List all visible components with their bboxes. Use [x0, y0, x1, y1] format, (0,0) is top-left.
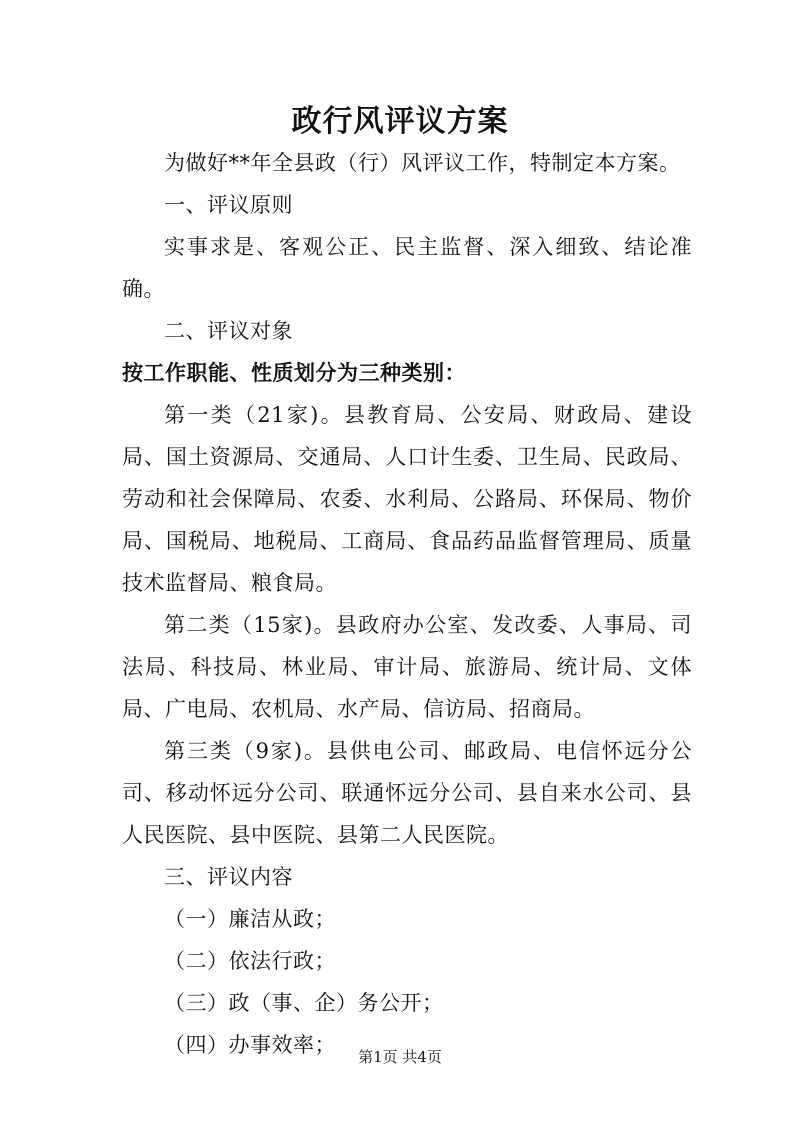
content-item-2: （二）依法行政； — [164, 949, 336, 973]
category3-paragraph: 第三类（9家)。县供电公司、邮政局、电信怀远分公司、移动怀远分公司、联通怀远分公司、县自来水公司、县人民医院、县中医院、县第二人民医院。 — [122, 739, 692, 847]
section1-heading: 一、评议原则 — [164, 193, 293, 217]
content-item-1: （一）廉洁从政； — [164, 907, 336, 931]
section1-text: 实事求是、客观公正、民主监督、深入细致、结论准确。 — [122, 235, 692, 301]
category1-paragraph: 第一类（21家)。县教育局、公安局、财政局、建设局、国土资源局、交通局、人口计生委、卫生局、民政局、劳动和社会保障局、农委、水利局、公路局、环保局、物价局、国税局、地税局、工商局、食品药品监督管理局、质量技术监督局、粮食局。 — [122, 403, 692, 595]
intro-paragraph: 为做好**年全县政（行）风评议工作，特制定本方案。 — [164, 151, 681, 175]
document-title: 政行风评议方案 — [291, 104, 509, 139]
section2-lead: 按工作职能、性质划分为三种类别： — [122, 361, 466, 385]
section2-heading: 二、评议对象 — [164, 319, 293, 343]
section3-heading: 三、评议内容 — [164, 865, 293, 889]
category2-paragraph: 第二类（15家)。县政府办公室、发改委、人事局、司法局、科技局、林业局、审计局、旅游局、统计局、文体局、广电局、农机局、水产局、信访局、招商局。 — [122, 613, 692, 721]
page-footer: 第1页 共4页 — [358, 1048, 442, 1066]
content-item-3: （三）政（事、企）务公开； — [164, 991, 444, 1015]
document-body — [122, 142, 692, 1066]
content-item-4: （四）办事效率； — [164, 1033, 336, 1057]
